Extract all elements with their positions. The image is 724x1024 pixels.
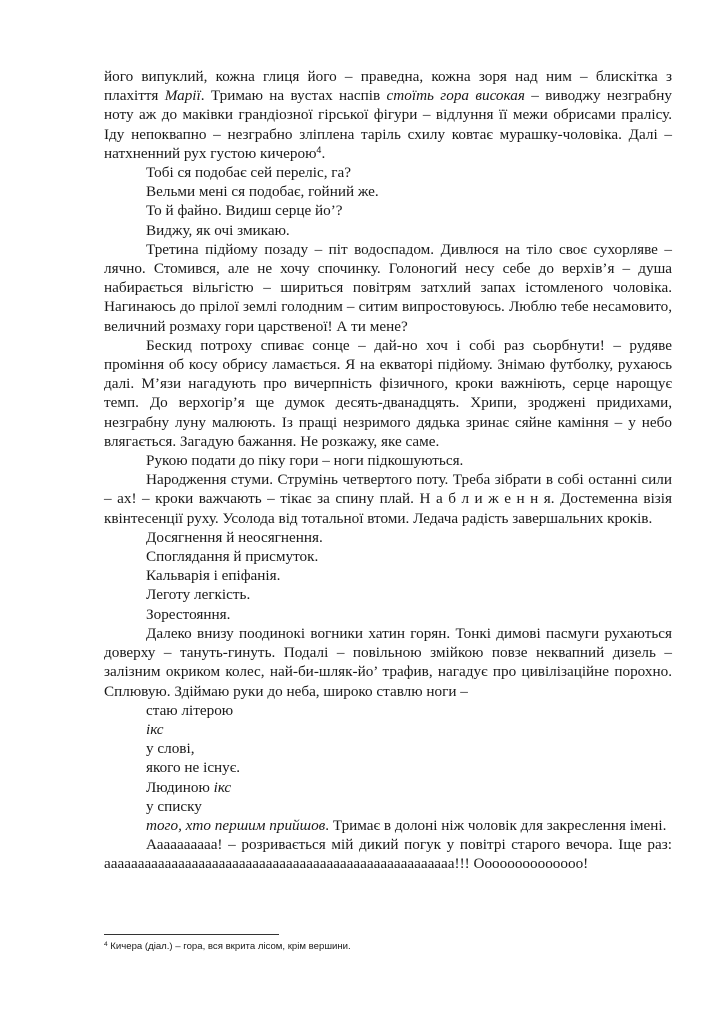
footnote-divider xyxy=(104,934,279,935)
text-run: – виводжу незграбну ноту аж до маківки грандіозної гірської фігури – відлуння її межи обрисами пралісу. Іду непоквапно – незграбно зліплена таріль схилу ковтає мурашку-чоловіка. Далі – натхненний рух густою кичерою xyxy=(104,87,672,162)
summit-list-line: Споглядання й присмуток. xyxy=(146,548,319,566)
footnote-reference: 4 xyxy=(316,144,322,155)
verse-line: Людиною ікс xyxy=(146,778,232,796)
paragraph-sunset: Бескид потроху спиває сонце – дай-но хоч і собі раз сьорбнути! – рудяве проміння об косу обрису ламається. Я на екваторі підйому. Знімаю футболку, рухаюсь далі. М’язи нагадують про вичерпність фізичного, кроки важніють, серце нарощує темп. До верхогір’я ще думок десять-дванадцять. Хрипи, зроджені придихами, незграбну луну малюють. Із пращі незримого дядька зринає сяйне каміння – у небо влягається. Загадую бажання. Не розкажу, яке саме. xyxy=(104,336,672,450)
footnote-marker: 4 xyxy=(104,941,108,948)
verse-line: у слові, xyxy=(146,740,195,758)
main-text xyxy=(104,67,672,874)
paragraph-near-peak: Рукою подати до піку гори – ноги підкошуються. xyxy=(146,452,464,470)
paragraph-valley-view: Далеко внизу поодинокі вогники хатин горян. Тонкі димові пасмуги рухаються доверху – тануть-гинуть. Подалі – повільною змійкою повзе неквапний дизель – залізним окриком колес, най-би-шляк-йо’ трафив, нагадує про цивілізаційне порохно. Сплювую. Здіймаю руки до неба, широко ставлю ноги – xyxy=(104,624,672,700)
dialogue-line: Тобі ся подобає сей переліс, га? xyxy=(146,164,352,182)
summit-list-line: Кальварія і епіфанія. xyxy=(146,567,281,585)
dialogue-line: То й файно. Видиш серце йо’? xyxy=(146,202,343,220)
verse-line: у списку xyxy=(146,797,202,815)
dialogue-line: Виджу, як очі змикаю. xyxy=(146,221,290,239)
summit-list xyxy=(104,528,672,624)
verse-line: ікс xyxy=(146,720,164,738)
text-run: . xyxy=(321,144,326,162)
verse-line: якого не існує. xyxy=(146,759,241,777)
text-run: . Тримає в долоні ніж чоловік для закреслення імені. xyxy=(325,816,667,834)
dialogue-block xyxy=(104,163,672,240)
italic-phrase: стоїть гора високая xyxy=(386,87,525,105)
italic-phrase: того, хто першим прийшов xyxy=(146,816,326,834)
verse-block xyxy=(104,701,672,816)
paragraph-ascent-third: Третина підйому позаду – піт водоспадом. Дивлюся на тіло своє сухорляве – лячно. Стомився, але не хочу спочинку. Голоногий несу себе до верхів’я – душа набирається вільгістю – шириться повітрям затхлий запах істомленого чоловіка. Нагинаюсь до прілої землі голодним – ситим випростовуюсь. Люблю тебе несамовито, величний розмаху гори царственої! А ти мене? xyxy=(104,240,672,335)
text-run: його випуклий, кожна глиця його – праведна, кожна зоря над ним – блискітка з плахіття xyxy=(104,68,672,105)
text-run: . Тримаю на вустах наспів xyxy=(200,87,387,105)
summit-list-line: Зорестояння. xyxy=(146,605,231,623)
verse-line: стаю літерою xyxy=(146,701,234,719)
paragraph-first-arrived xyxy=(104,816,672,835)
footnote xyxy=(104,940,672,953)
summit-list-line: Досягнення й неосягнення. xyxy=(146,528,323,546)
paragraph-intro xyxy=(104,67,672,163)
footnote-text: Кичера (діал.) – гора, вся вкрита лісом, крім вершини. xyxy=(107,941,351,952)
summit-list-line: Леготу легкість. xyxy=(146,586,251,604)
italic-phrase: Марії xyxy=(164,87,201,105)
dialogue-line: Вельми мені ся подобає, гойний же. xyxy=(146,183,379,201)
paragraph-shout: Аааааааааа! – розривається мій дикий погук у повітрі старого вечора. Іще раз: аааааааааааааааааааааааааааааааааааааааааааааааааааа!!! Оооооооооооооо! xyxy=(104,836,672,873)
paragraph-approach: Народження стуми. Струмінь четвертого поту. Треба зібрати в собі останні сили – ах! – кроки важчають – тікає за спину плай. Н а б л и ж е н н я. Достеменна візія квінтесенції руху. Усолода від тотальної втоми. Ледача радість завершальних кроків. xyxy=(104,471,672,527)
